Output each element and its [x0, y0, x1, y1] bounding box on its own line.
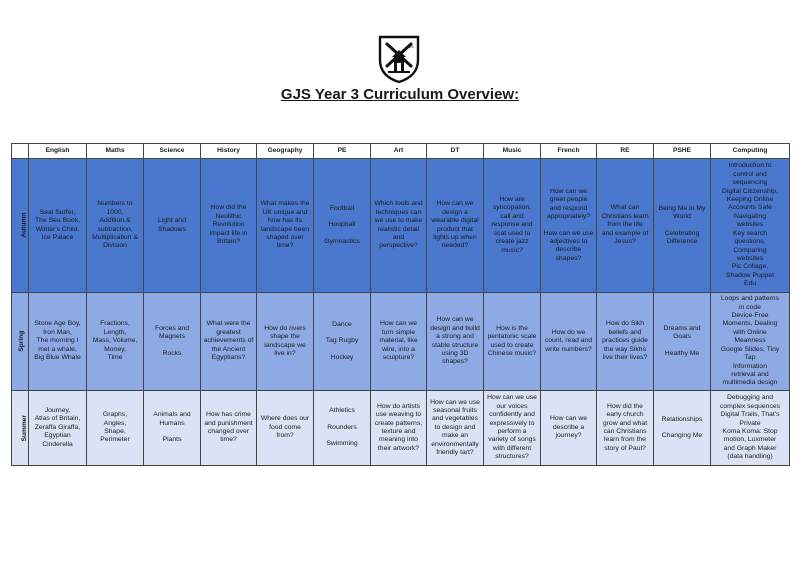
cell-text-line: from? [276, 432, 294, 440]
cell-text-line: Changing Me [661, 432, 703, 439]
cell-text-line: Key search [732, 229, 767, 237]
cell-text-line: UK unique and [262, 208, 308, 216]
cell-dt [427, 391, 484, 466]
cell-art [371, 391, 427, 466]
cell-text-line: shaped over [266, 233, 304, 241]
cell-text-line: shapes? [555, 254, 582, 262]
cell-history [201, 391, 257, 466]
cell-text-line: How can we [549, 415, 588, 423]
cell-text-line: friendly tart? [436, 449, 474, 457]
cell-text-line: impact life in [209, 229, 248, 237]
cell-text-line: What can [610, 204, 640, 212]
cell-computing [711, 159, 790, 293]
cell-text-line: Celebrating [664, 229, 700, 237]
cell-spacer [145, 342, 199, 350]
cell-science [144, 293, 201, 391]
season-label-cell [12, 293, 29, 391]
cell-music [484, 293, 541, 391]
cell-text-line: Iron Man, [43, 328, 72, 336]
cell-text-line: turn simple [381, 328, 416, 336]
cell-text-line: the Ancient [211, 345, 246, 353]
cell-text-line: Athletics [329, 407, 355, 415]
cell-french [541, 159, 597, 293]
cell-text-line: Plants [162, 436, 182, 444]
cell-history [201, 293, 257, 391]
cell-text-line: Shadow Puppet [726, 271, 774, 279]
cell-text-line: product that [437, 225, 473, 233]
cell-music [484, 391, 541, 466]
cell-text-line: Gymnastics [324, 237, 360, 245]
cell-spacer [315, 329, 369, 337]
cell-text-line: Winter's Child, [35, 225, 80, 233]
cell-text-line: Fractions, [100, 320, 130, 328]
cell-text-line: their artwork? [377, 444, 420, 452]
cell-text-line: World [673, 213, 691, 221]
cell-text-line: response and [491, 221, 533, 229]
cell-text-line: story of Paul? [604, 444, 646, 452]
cell-text-line: Neolithic [215, 212, 242, 220]
cell-text-line: met a whale, [38, 345, 77, 353]
cell-text-line: sculpture? [382, 354, 415, 362]
cell-text-line: How do artists [376, 402, 421, 410]
cell-text-line: Light and [158, 217, 186, 225]
cell-text-line: Angles, [103, 419, 127, 427]
cell-text-line: to design and [434, 423, 476, 431]
cell-text-line: Big Blue Whale [34, 354, 81, 362]
cell-text-line: Google Slides, Tiny [720, 345, 780, 353]
cell-text-line: How do Sikh [605, 320, 645, 328]
cell-text-line: beliefs and [608, 328, 642, 336]
cell-text-line: websites [736, 254, 764, 262]
cell-text-line: How can we [379, 320, 418, 328]
header-pe: PE [314, 144, 371, 159]
cell-text-line: multimedia design [722, 379, 778, 387]
cell-text-line: greet people [549, 196, 588, 204]
cell-text-line: used to create [490, 341, 534, 349]
cell-text-line: Goals [673, 333, 691, 341]
cell-spacer [315, 230, 369, 238]
cell-text-line: The morning I [36, 337, 79, 345]
cell-english [29, 159, 87, 293]
header-computing: Computing [711, 144, 790, 159]
season-label-cell [12, 391, 29, 466]
cell-text-line: achievements of [203, 337, 254, 345]
cell-spacer [315, 346, 369, 354]
cell-spacer [315, 416, 369, 424]
cell-maths [87, 391, 144, 466]
cell-text-line: Seal Surfer, [39, 208, 76, 216]
header-row [12, 144, 790, 159]
cell-spacer [542, 222, 595, 230]
svg-text:JGS: JGS [407, 45, 414, 49]
cell-text-line: we use to make [374, 217, 423, 225]
cell-text-line: call and [500, 212, 524, 220]
cell-text-line: Rocks [162, 349, 182, 357]
cell-text-line: Egyptian [44, 432, 71, 440]
cell-geography [257, 159, 314, 293]
cell-text-line: retrieval and [731, 370, 769, 378]
cell-text-line: What were the [206, 320, 251, 328]
cell-text-line: grow and what [602, 419, 648, 427]
cell-text-line: music? [501, 246, 523, 254]
cell-text-line: Addition & [99, 217, 131, 225]
cell-text-line: shapes? [442, 358, 468, 366]
header-geography: Geography [257, 144, 314, 159]
header-science: Science [144, 144, 201, 159]
cell-text-line: complex sequences [719, 402, 781, 410]
cell-re [597, 391, 654, 466]
season-label: Autumn [20, 213, 28, 238]
cell-text-line: Egyptians? [211, 354, 246, 362]
cell-text-line: material, like [379, 337, 418, 345]
cell-text-line: Cinderella [42, 440, 73, 448]
header-french: French [541, 144, 597, 159]
cell-text-line: Comparing [733, 246, 767, 254]
cell-spacer [655, 222, 709, 230]
cell-science [144, 159, 201, 293]
cell-text-line: structures? [495, 453, 529, 461]
header-maths: Maths [87, 144, 144, 159]
cell-text-line: practices guide [602, 337, 648, 345]
cell-text-line: How can we [436, 316, 474, 324]
cell-art [371, 293, 427, 391]
cell-text-line: Relationships [661, 415, 703, 423]
cell-text-line: Jesus? [614, 238, 636, 246]
cell-text-line: adjectives to [549, 237, 588, 245]
cell-text-line: Length, [103, 328, 127, 336]
cell-music [484, 159, 541, 293]
cell-text-line: Shape, [104, 428, 126, 435]
cell-text-line: Digital Citizenship, [722, 187, 778, 195]
cell-text-line: Tap [744, 354, 756, 362]
cell-text-line: environmentally [431, 440, 479, 448]
cell-text-line: Time [107, 354, 123, 362]
cell-text-line: questions, [734, 238, 766, 246]
cell-text-line: How do rivers [264, 324, 306, 332]
cell-text-line: Journey, [44, 406, 71, 414]
cell-text-line: make an [441, 432, 469, 440]
cell-text-line: Which tools and [374, 200, 423, 208]
header-pshe: PSHE [654, 144, 711, 159]
cell-text-line: Atlas of Britain, [34, 415, 81, 423]
cell-dt [427, 159, 484, 293]
cell-text-line: the way Sikhs [604, 345, 646, 353]
cell-spacer [655, 342, 709, 350]
cell-text-line: landscape we [264, 341, 306, 349]
cell-text-line: syncopation, [492, 204, 532, 212]
cell-text-line: The Sea Book, [35, 217, 80, 225]
cell-text-line: Britain? [216, 238, 241, 246]
cell-text-line: Meanness [734, 337, 766, 345]
cell-text-line: Dance [332, 320, 352, 328]
cell-text-line: How are [499, 196, 525, 204]
header-music: Music [484, 144, 541, 159]
cell-text-line: How has crime [206, 411, 251, 419]
cell-text-line: perspective? [379, 242, 418, 250]
cell-text-line: Stone Age Boy, [34, 320, 81, 328]
table-row-spring [12, 293, 790, 391]
cell-text-line: Moments, Dealing [722, 320, 778, 328]
cell-text-line: stable structure [431, 341, 479, 349]
cell-french [541, 293, 597, 391]
cell-text-line: Magnets [158, 333, 186, 341]
cell-text-line: How did the [210, 204, 247, 212]
cell-text-line: lights up when [433, 233, 477, 241]
season-label: Spring [18, 331, 26, 352]
cell-text-line: describe a [552, 423, 585, 431]
curriculum-table [11, 143, 790, 466]
cell-text-line: Chinese music? [487, 349, 537, 357]
cell-text-line: Healthy Me [664, 349, 700, 357]
cell-text-line: Division [103, 242, 127, 250]
header-dt: DT [427, 144, 484, 159]
cell-text-line: Money, [104, 345, 126, 353]
cell-text-line: Animals and [153, 411, 191, 419]
cell-science [144, 391, 201, 466]
cell-text-line: and example of [601, 229, 649, 237]
cell-english [29, 391, 87, 466]
cell-english [29, 293, 87, 391]
cell-maths [87, 293, 144, 391]
cell-text-line: Perimeter [100, 436, 130, 444]
cell-text-line: How do we [551, 328, 586, 336]
cell-text-line: Shadows [158, 225, 186, 233]
season-label-cell [12, 159, 29, 293]
cell-text-line: subtraction, [97, 225, 133, 233]
cell-text-line: 1000, [106, 208, 124, 216]
cell-text-line: How can we use [430, 398, 480, 406]
cell-text-line: live their lives? [602, 354, 648, 362]
cell-text-line: time? [276, 242, 294, 250]
page-title: GJS Year 3 Curriculum Overview: [280, 86, 520, 103]
table-row-summer [12, 391, 790, 466]
cell-dt [427, 293, 484, 391]
season-label: Summer [20, 414, 28, 442]
cell-text-line: Introduction to [728, 162, 772, 170]
cell-text-line: Digital Trails, That's [720, 411, 780, 419]
cell-text-line: learn from the [604, 436, 646, 444]
cell-text-line: create patterns, [374, 419, 423, 427]
cell-computing [711, 293, 790, 391]
cell-text-line: Numbers to [97, 200, 133, 208]
cell-text-line: with Online [733, 328, 767, 336]
cell-text-line: Mass, Volume, [92, 337, 138, 345]
cell-text-line: Navigating [733, 212, 767, 220]
school-logo [377, 34, 421, 84]
cell-text-line: Where does our [260, 415, 310, 423]
cell-text-line: Ice Palace [41, 233, 74, 241]
cell-re [597, 293, 654, 391]
cell-text-line: How did the [607, 402, 643, 410]
cell-text-line: Football [329, 204, 355, 212]
cell-spacer [315, 213, 369, 221]
cell-text-line: changed over [207, 428, 250, 435]
cell-spacer [655, 424, 709, 432]
cell-computing [711, 391, 790, 466]
cell-text-line: using 3D [441, 349, 469, 357]
cell-text-line: Multiplication & [92, 233, 138, 241]
cell-french [541, 391, 597, 466]
cell-text-line: Device-Free [731, 312, 769, 320]
cell-text-line: Swimming [326, 440, 358, 448]
cell-text-line: live in? [274, 349, 296, 357]
cell-text-line: and vegetables [431, 415, 479, 423]
cell-text-line: describe [555, 246, 582, 254]
cell-text-line: use weaving to [375, 411, 422, 419]
cell-text-line: motion, Luxmeter [723, 436, 777, 444]
header-english: English [29, 144, 87, 159]
cell-re [597, 159, 654, 293]
header-art: Art [371, 144, 427, 159]
cell-art [371, 159, 427, 293]
cell-text-line: texture and [381, 428, 416, 435]
cell-text-line: control and [733, 170, 767, 178]
cell-text-line: How is the [496, 324, 528, 332]
cell-text-line: How can we use [487, 394, 537, 402]
cell-text-line: and respond [549, 204, 588, 212]
cell-text-line: design and build [430, 324, 480, 332]
cell-text-line: appropriately? [546, 213, 591, 221]
cell-text-line: sequencing [732, 179, 768, 187]
cell-text-line: how has its [267, 217, 302, 225]
cell-pe [314, 293, 371, 391]
cell-text-line: Humans [159, 419, 185, 427]
cell-text-line: design a [442, 208, 468, 216]
cell-text-line: Dreams and [663, 324, 701, 332]
cell-text-line: can Christians [603, 428, 647, 435]
cell-text-line: and Graph Maker [723, 444, 777, 452]
cell-pe [314, 391, 371, 466]
cell-text-line: count, read and [544, 337, 593, 345]
cell-text-line: Accounts Safe [728, 204, 772, 212]
cell-text-line: confidently and [489, 411, 535, 419]
cell-geography [257, 391, 314, 466]
cell-text-line: (data handling) [727, 453, 773, 461]
cell-text-line: and [392, 233, 405, 241]
cell-text-line: shape the [270, 333, 300, 341]
cell-text-line: landscape been [261, 225, 309, 233]
cell-text-line: time? [220, 436, 237, 444]
cell-spacer [315, 432, 369, 440]
cell-text-line: perform a [497, 428, 527, 435]
cell-text-line: Tag Rugby [325, 337, 359, 345]
cell-text-line: pentatonic scale [487, 333, 537, 341]
cell-text-line: websites [736, 221, 764, 229]
cell-text-line: How can we use [543, 229, 594, 237]
table-row-autumn [12, 159, 790, 293]
cell-text-line: Private [739, 419, 761, 427]
cell-text-line: Pic Collage, [731, 263, 769, 271]
cell-text-line: in code [739, 303, 761, 311]
cell-text-line: wire, into a [382, 345, 415, 353]
cell-spacer [145, 428, 199, 436]
cell-pshe [654, 159, 711, 293]
cell-history [201, 159, 257, 293]
cell-text-line: Revolution [212, 221, 245, 229]
cell-text-line: wearable digital [431, 217, 479, 225]
cell-pe [314, 159, 371, 293]
cell-text-line: Being Me in My [658, 204, 706, 212]
cell-text-line: Koma Koma: Stop [722, 428, 778, 435]
cell-text-line: What makes the [260, 200, 310, 208]
cell-text-line: meaning into [379, 436, 418, 444]
cell-text-line: How can we [549, 187, 588, 195]
header-re: RE [597, 144, 654, 159]
cell-text-line: needed? [441, 242, 469, 250]
cell-text-line: a strong and [436, 333, 474, 341]
cell-text-line: our voices [496, 402, 528, 410]
cell-text-line: Edu [743, 280, 757, 288]
cell-text-line: food come [269, 423, 301, 431]
cell-text-line: Difference [666, 237, 698, 245]
cell-pshe [654, 391, 711, 466]
cell-text-line: scat used to [493, 229, 531, 237]
cell-text-line: Hockey [330, 353, 354, 361]
cell-text-line: Hoopball [328, 221, 356, 229]
cell-text-line: and punishment [204, 419, 253, 427]
cell-text-line: Zeraffa Giraffa, [34, 423, 81, 431]
cell-text-line: variety of songs [488, 436, 536, 444]
cell-text-line: How can we [436, 200, 474, 208]
cell-text-line: Information [732, 362, 767, 370]
cell-text-line: techniques can [375, 208, 422, 216]
header-history: History [201, 144, 257, 159]
cell-text-line: early church [606, 411, 644, 419]
cell-text-line: Forces and [154, 324, 189, 332]
cell-text-line: Keeping Online [726, 196, 774, 204]
cell-text-line: Graphs, [102, 411, 128, 419]
cell-text-line: create jazz [495, 238, 529, 246]
cell-text-line: seasonal fruits [433, 406, 477, 414]
cell-text-line: Debugging and [726, 394, 774, 402]
cell-text-line: journey? [555, 432, 582, 440]
cell-text-line: greatest [216, 328, 241, 336]
cell-text-line: from the life [607, 221, 643, 229]
cell-text-line: Rounders [327, 423, 357, 431]
cell-pshe [654, 293, 711, 391]
cell-text-line: realistic detail [377, 225, 420, 233]
cell-maths [87, 159, 144, 293]
cell-text-line: expressively to [489, 419, 535, 427]
cell-text-line: write numbers? [545, 345, 592, 353]
cell-text-line: Loops and patterns [720, 295, 780, 303]
header-cell-corner [12, 144, 29, 159]
cell-geography [257, 293, 314, 391]
cell-text-line: with different [492, 444, 532, 452]
cell-text-line: Christians learn [601, 212, 649, 220]
